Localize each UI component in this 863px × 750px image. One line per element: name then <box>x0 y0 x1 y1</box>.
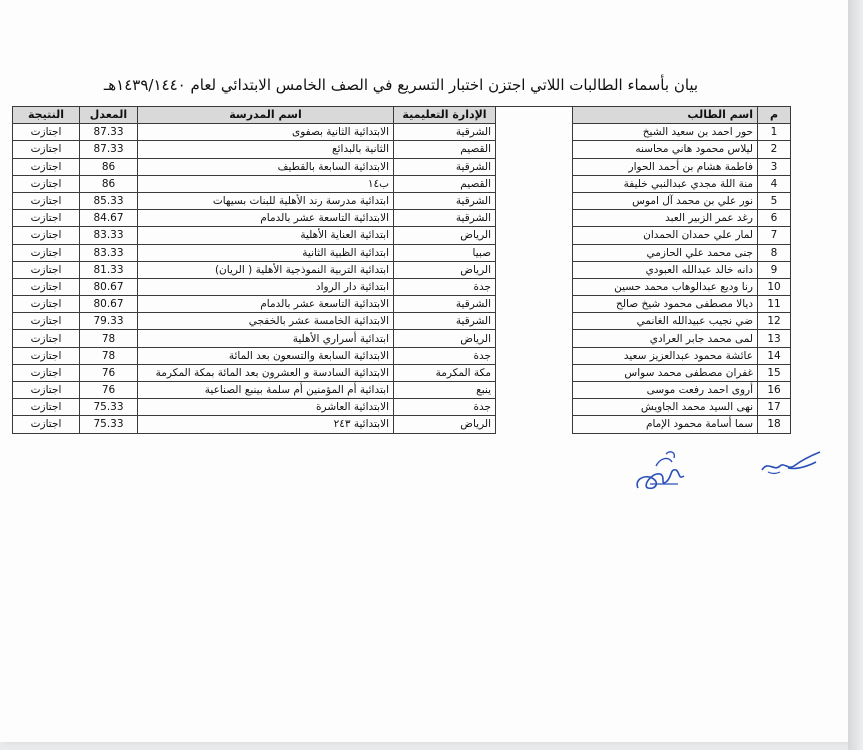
table-row <box>13 227 791 244</box>
row-student-name: نهى السيد محمد الجاويش <box>573 399 758 416</box>
page-edge <box>848 0 863 750</box>
header-result: النتيجة <box>13 107 80 124</box>
row-result: اجتازت <box>13 399 80 416</box>
row-average: 79.33 <box>80 313 138 330</box>
row-index: 4 <box>758 175 791 192</box>
row-average: 78 <box>80 347 138 364</box>
row-student-name: رنا وديع عبدالوهاب محمد حسين <box>573 278 758 295</box>
row-student-name: فاطمة هشام بن أحمد الحوار <box>573 158 758 175</box>
row-result: اجتازت <box>13 141 80 158</box>
row-student-name: حور احمد بن سعيد الشيخ <box>573 124 758 141</box>
row-student-name: جنى محمد علي الحازمي <box>573 244 758 261</box>
row-result: اجتازت <box>13 192 80 209</box>
row-index: 3 <box>758 158 791 175</box>
row-admin: الشرقية <box>394 158 496 175</box>
row-school: الابتدائية ٢٤٣ <box>138 416 394 433</box>
table-row <box>13 261 791 278</box>
row-index: 7 <box>758 227 791 244</box>
row-admin: الرياض <box>394 261 496 278</box>
table-row <box>13 364 791 381</box>
row-student-name: ديالا مصطفى محمود شيخ صالح <box>573 296 758 313</box>
row-index: 5 <box>758 192 791 209</box>
row-admin: الشرقية <box>394 124 496 141</box>
row-blank <box>496 399 573 416</box>
row-school: ابتدائية أم المؤمنين أم سلمة بينبع الصناعية <box>138 382 394 399</box>
table-row <box>13 347 791 364</box>
row-blank <box>496 124 573 141</box>
row-school: ابتدائية الظبية الثانية <box>138 244 394 261</box>
row-school: الابتدائية الخامسة عشر بالخفجي <box>138 313 394 330</box>
row-blank <box>496 313 573 330</box>
row-index: 15 <box>758 364 791 381</box>
row-average: 87.33 <box>80 124 138 141</box>
row-average: 81.33 <box>80 261 138 278</box>
row-average: 76 <box>80 382 138 399</box>
table-row <box>13 244 791 261</box>
row-average: 75.33 <box>80 416 138 433</box>
row-average: 84.67 <box>80 210 138 227</box>
row-blank <box>496 210 573 227</box>
row-result: اجتازت <box>13 416 80 433</box>
header-index: م <box>758 107 791 124</box>
row-student-name: ليلاس محمود هاني محاسنه <box>573 141 758 158</box>
row-result: اجتازت <box>13 347 80 364</box>
row-admin: مكة المكرمة <box>394 364 496 381</box>
row-admin: ينبع <box>394 382 496 399</box>
row-blank <box>496 347 573 364</box>
row-result: اجتازت <box>13 158 80 175</box>
table-row <box>13 278 791 295</box>
row-blank <box>496 364 573 381</box>
row-blank <box>496 158 573 175</box>
row-school: ابتدائية العناية الأهلية <box>138 227 394 244</box>
signature-mark-right <box>758 448 828 478</box>
row-school: الابتدائية السابعة والتسعون بعد المائة <box>138 347 394 364</box>
row-result: اجتازت <box>13 382 80 399</box>
row-result: اجتازت <box>13 175 80 192</box>
row-average: 76 <box>80 364 138 381</box>
header-admin: الإدارة التعليمية <box>394 107 496 124</box>
row-admin: القصيم <box>394 141 496 158</box>
table-row <box>13 175 791 192</box>
row-result: اجتازت <box>13 364 80 381</box>
row-average: 86 <box>80 158 138 175</box>
row-admin: الشرقية <box>394 313 496 330</box>
row-index: 18 <box>758 416 791 433</box>
row-result: اجتازت <box>13 261 80 278</box>
row-school: ابتدائية مدرسة رند الأهلية للبنات بسيهات <box>138 192 394 209</box>
row-blank <box>496 141 573 158</box>
row-school: ابتدائية أسراري الأهلية <box>138 330 394 347</box>
row-index: 9 <box>758 261 791 278</box>
row-student-name: رغد عمر الزبير العبد <box>573 210 758 227</box>
table-row <box>13 382 791 399</box>
row-admin: الرياض <box>394 416 496 433</box>
header-blank <box>496 107 573 124</box>
row-student-name: لمار علي حمدان الحمدان <box>573 227 758 244</box>
table-row <box>13 124 791 141</box>
row-blank <box>496 278 573 295</box>
row-blank <box>496 416 573 433</box>
row-school: ابتدائية دار الرواد <box>138 278 394 295</box>
row-average: 75.33 <box>80 399 138 416</box>
table-row <box>13 158 791 175</box>
row-result: اجتازت <box>13 296 80 313</box>
row-index: 17 <box>758 399 791 416</box>
row-blank <box>496 330 573 347</box>
row-blank <box>496 382 573 399</box>
row-school: الابتدائية السابعة بالقطيف <box>138 158 394 175</box>
row-student-name: نور علي بن محمد آل اموس <box>573 192 758 209</box>
table-row <box>13 399 791 416</box>
row-average: 83.33 <box>80 227 138 244</box>
row-blank <box>496 244 573 261</box>
table-header-row <box>13 107 791 124</box>
students-table <box>12 106 791 434</box>
row-index: 12 <box>758 313 791 330</box>
row-admin: الشرقية <box>394 210 496 227</box>
row-blank <box>496 175 573 192</box>
row-average: 87.33 <box>80 141 138 158</box>
row-blank <box>496 296 573 313</box>
row-average: 80.67 <box>80 296 138 313</box>
row-admin: القصيم <box>394 175 496 192</box>
table-row <box>13 141 791 158</box>
row-admin: جدة <box>394 399 496 416</box>
row-result: اجتازت <box>13 278 80 295</box>
row-result: اجتازت <box>13 124 80 141</box>
row-admin: الرياض <box>394 227 496 244</box>
row-average: 83.33 <box>80 244 138 261</box>
row-index: 6 <box>758 210 791 227</box>
row-result: اجتازت <box>13 244 80 261</box>
row-average: 85.33 <box>80 192 138 209</box>
row-blank <box>496 227 573 244</box>
row-student-name: ضي نجيب عبيدالله الغانمي <box>573 313 758 330</box>
row-school: الابتدائية التاسعة عشر بالدمام <box>138 210 394 227</box>
row-admin: الشرقية <box>394 296 496 313</box>
table-row <box>13 192 791 209</box>
signature-mark-left <box>630 444 690 494</box>
table-row <box>13 296 791 313</box>
row-index: 1 <box>758 124 791 141</box>
row-school: الابتدائية التاسعة عشر بالدمام <box>138 296 394 313</box>
row-index: 2 <box>758 141 791 158</box>
row-admin: جدة <box>394 347 496 364</box>
table-row <box>13 313 791 330</box>
row-average: 86 <box>80 175 138 192</box>
row-student-name: دانه خالد عبدالله العبودي <box>573 261 758 278</box>
header-average: المعدل <box>80 107 138 124</box>
row-result: اجتازت <box>13 313 80 330</box>
row-admin: الشرقية <box>394 192 496 209</box>
row-student-name: عائشة محمود عبدالعزيز سعيد <box>573 347 758 364</box>
row-school: الابتدائية الثانية بصفوى <box>138 124 394 141</box>
row-index: 10 <box>758 278 791 295</box>
row-school: ب١٤ <box>138 175 394 192</box>
row-admin: جدة <box>394 278 496 295</box>
row-student-name: منة اللة مجدي عبدالنبي خليفة <box>573 175 758 192</box>
table-row <box>13 210 791 227</box>
header-school: اسم المدرسة <box>138 107 394 124</box>
row-student-name: غفران مصطفى محمد سواس <box>573 364 758 381</box>
row-index: 8 <box>758 244 791 261</box>
row-admin: صبيا <box>394 244 496 261</box>
row-student-name: سما أسامة محمود الإمام <box>573 416 758 433</box>
row-index: 14 <box>758 347 791 364</box>
row-school: الثانية بالبدائع <box>138 141 394 158</box>
row-average: 80.67 <box>80 278 138 295</box>
row-school: الابتدائية السادسة و العشرون بعد المائة بمكة المكرمة <box>138 364 394 381</box>
row-school: ابتدائية التربية النموذجية الأهلية ( الريان) <box>138 261 394 278</box>
row-index: 16 <box>758 382 791 399</box>
document-title: بيان بأسماء الطالبات اللاتي اجتزن اختبار التسريع في الصف الخامس الابتدائي لعام ١٤٣٩/١٤٤٠هـ <box>103 76 699 94</box>
row-average: 78 <box>80 330 138 347</box>
row-result: اجتازت <box>13 227 80 244</box>
table-row <box>13 416 791 433</box>
row-blank <box>496 261 573 278</box>
row-school: الابتدائية العاشرة <box>138 399 394 416</box>
row-index: 13 <box>758 330 791 347</box>
row-index: 11 <box>758 296 791 313</box>
row-result: اجتازت <box>13 330 80 347</box>
row-student-name: لمى محمد جابر العرادي <box>573 330 758 347</box>
row-result: اجتازت <box>13 210 80 227</box>
header-student: اسم الطالب <box>573 107 758 124</box>
table-row <box>13 330 791 347</box>
row-blank <box>496 192 573 209</box>
row-student-name: أروى احمد رفعت موسى <box>573 382 758 399</box>
row-admin: الرياض <box>394 330 496 347</box>
